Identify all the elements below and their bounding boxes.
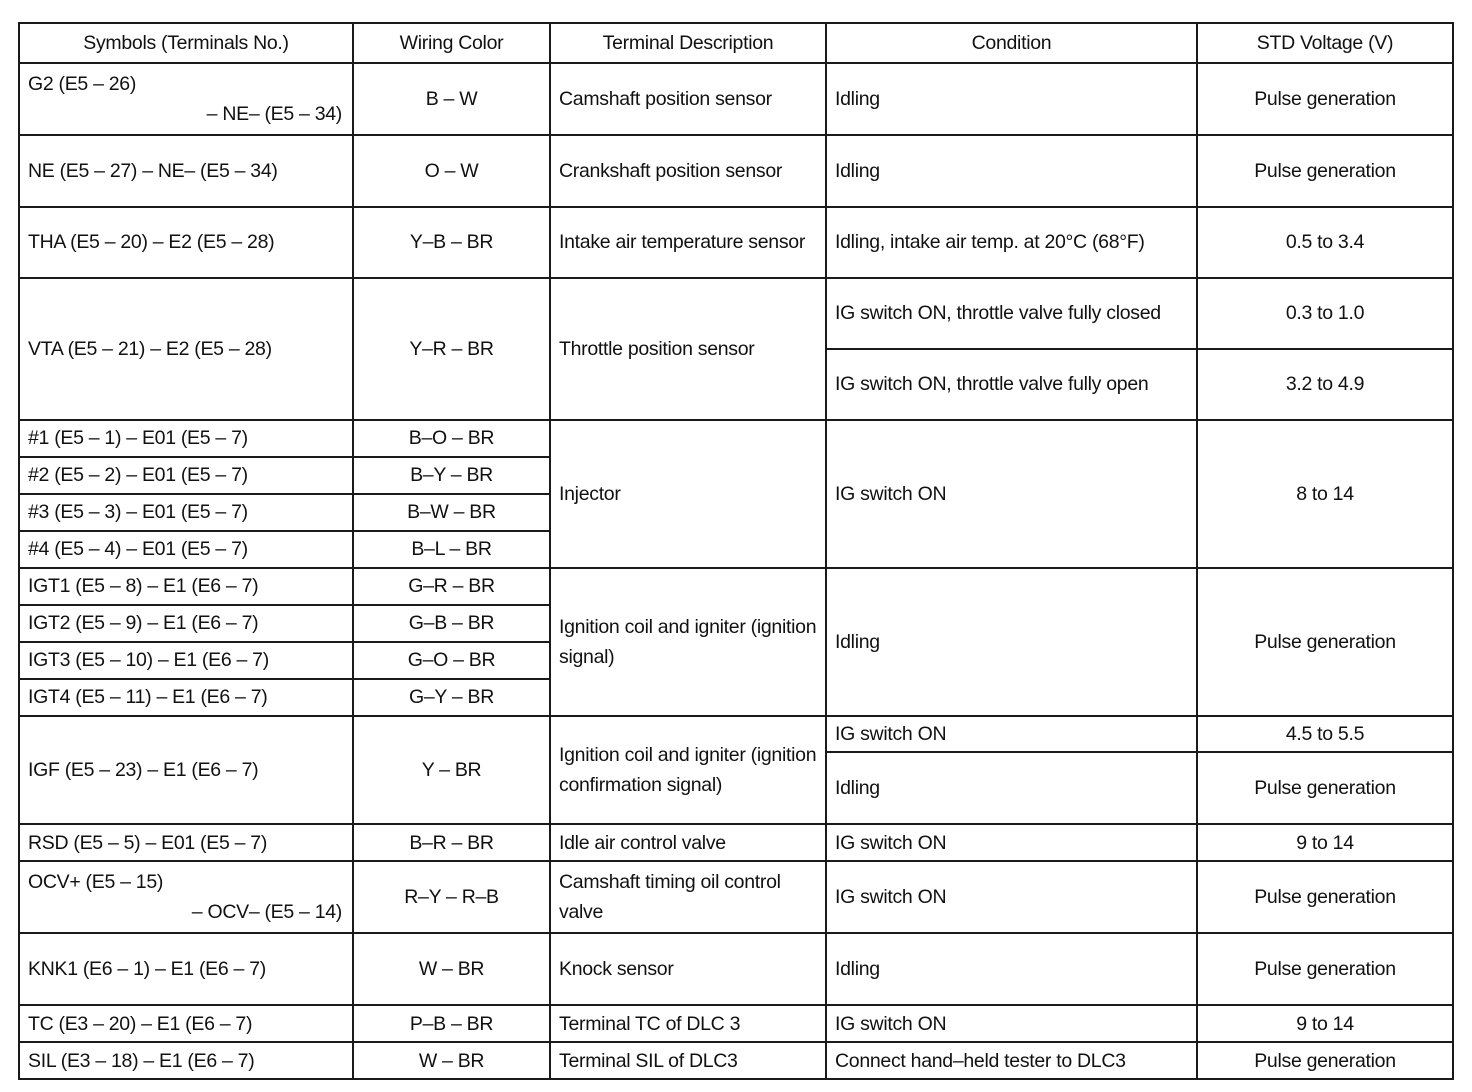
header-std-voltage: STD Voltage (V) [1197,23,1453,63]
symbol-cell: NE (E5 – 27) – NE– (E5 – 34) [19,135,353,207]
table-row [19,135,1453,207]
condition-cell: Idling, intake air temp. at 20°C (68°F) [826,207,1197,278]
wiring-cell: B–R – BR [353,824,550,861]
symbol-cell: IGT4 (E5 – 11) – E1 (E6 – 7) [19,679,353,716]
voltage-cell: 8 to 14 [1197,420,1453,568]
wiring-cell: B–O – BR [353,420,550,457]
header-condition: Condition [826,23,1197,63]
voltage-cell: Pulse generation [1197,135,1453,207]
symbol-line-2: – OCV– (E5 – 14) [191,901,342,924]
header-symbols: Symbols (Terminals No.) [19,23,353,63]
description-cell: Terminal TC of DLC 3 [550,1005,826,1042]
condition-cell: Idling [826,752,1197,824]
condition-cell: Idling [826,135,1197,207]
voltage-cell: Pulse generation [1197,933,1453,1005]
symbol-cell: IGT2 (E5 – 9) – E1 (E6 – 7) [19,605,353,642]
symbol-cell: #3 (E5 – 3) – E01 (E5 – 7) [19,494,353,531]
description-cell: Throttle position sensor [550,278,826,420]
table-row [19,207,1453,278]
table-row [19,568,1453,605]
wiring-cell: G–R – BR [353,568,550,605]
wiring-cell: G–Y – BR [353,679,550,716]
voltage-cell: 0.3 to 1.0 [1197,278,1453,349]
wiring-cell: Y – BR [353,716,550,824]
voltage-cell: 3.2 to 4.9 [1197,349,1453,420]
table-row [19,716,1453,752]
description-cell: Camshaft timing oil control valve [550,861,826,933]
header-terminal-description: Terminal Description [550,23,826,63]
voltage-cell: 9 to 14 [1197,1005,1453,1042]
table-row [19,278,1453,349]
symbol-cell: THA (E5 – 20) – E2 (E5 – 28) [19,207,353,278]
table-row [19,824,1453,861]
description-cell: Camshaft position sensor [550,63,826,135]
symbol-cell: IGT1 (E5 – 8) – E1 (E6 – 7) [19,568,353,605]
condition-cell: IG switch ON [826,420,1197,568]
symbol-line-1: OCV+ (E5 – 15) [28,871,164,893]
symbol-cell: #1 (E5 – 1) – E01 (E5 – 7) [19,420,353,457]
voltage-cell: 0.5 to 3.4 [1197,207,1453,278]
table-row [19,861,1453,933]
symbol-cell: IGT3 (E5 – 10) – E1 (E6 – 7) [19,642,353,679]
wiring-cell: W – BR [353,1042,550,1079]
condition-cell: IG switch ON [826,1005,1197,1042]
table-header-row [19,23,1453,63]
description-cell: Knock sensor [550,933,826,1005]
description-cell: Injector [550,420,826,568]
description-cell: Ignition coil and igniter (ignition confirmation signal) [550,716,826,824]
table-row [19,1005,1453,1042]
wiring-cell: B – W [353,63,550,135]
condition-cell: IG switch ON, throttle valve fully open [826,349,1197,420]
wiring-cell: O – W [353,135,550,207]
voltage-cell: 9 to 14 [1197,824,1453,861]
voltage-cell: Pulse generation [1197,861,1453,933]
symbol-cell: VTA (E5 – 21) – E2 (E5 – 28) [19,278,353,420]
wiring-cell: Y–B – BR [353,207,550,278]
voltage-cell: Pulse generation [1197,63,1453,135]
symbol-cell: #2 (E5 – 2) – E01 (E5 – 7) [19,457,353,494]
terminal-voltage-table [18,22,1454,1080]
wiring-cell: W – BR [353,933,550,1005]
condition-cell: IG switch ON, throttle valve fully closed [826,278,1197,349]
voltage-cell: Pulse generation [1197,568,1453,716]
symbol-line-1: G2 (E5 – 26) [28,72,137,95]
symbol-cell [19,861,353,933]
condition-cell: Idling [826,63,1197,135]
table-row [19,420,1453,457]
description-cell: Terminal SIL of DLC3 [550,1042,826,1079]
voltage-cell: 4.5 to 5.5 [1197,716,1453,752]
condition-cell: IG switch ON [826,861,1197,933]
wiring-cell: Y–R – BR [353,278,550,420]
symbol-line-2: – NE– (E5 – 34) [206,103,342,125]
symbol-cell: RSD (E5 – 5) – E01 (E5 – 7) [19,824,353,861]
description-cell: Intake air temperature sensor [550,207,826,278]
description-cell: Ignition coil and igniter (ignition signal) [550,568,826,716]
wiring-cell: G–O – BR [353,642,550,679]
condition-cell: Connect hand–held tester to DLC3 [826,1042,1197,1079]
wiring-cell: R–Y – R–B [353,861,550,933]
wiring-cell: B–L – BR [353,531,550,568]
voltage-cell: Pulse generation [1197,1042,1453,1079]
voltage-cell: Pulse generation [1197,752,1453,824]
symbol-cell: KNK1 (E6 – 1) – E1 (E6 – 7) [19,933,353,1005]
symbol-cell [19,63,353,135]
table-row [19,63,1453,135]
table-row [19,1042,1453,1079]
wiring-cell: G–B – BR [353,605,550,642]
condition-cell: Idling [826,933,1197,1005]
description-cell: Idle air control valve [550,824,826,861]
header-wiring-color: Wiring Color [353,23,550,63]
symbol-cell: #4 (E5 – 4) – E01 (E5 – 7) [19,531,353,568]
symbol-cell: IGF (E5 – 23) – E1 (E6 – 7) [19,716,353,824]
condition-cell: IG switch ON [826,716,1197,752]
condition-cell: IG switch ON [826,824,1197,861]
description-cell: Crankshaft position sensor [550,135,826,207]
symbol-cell: SIL (E3 – 18) – E1 (E6 – 7) [19,1042,353,1079]
wiring-cell: B–Y – BR [353,457,550,494]
symbol-cell: TC (E3 – 20) – E1 (E6 – 7) [19,1005,353,1042]
wiring-cell: P–B – BR [353,1005,550,1042]
table-row [19,933,1453,1005]
wiring-cell: B–W – BR [353,494,550,531]
condition-cell: Idling [826,568,1197,716]
